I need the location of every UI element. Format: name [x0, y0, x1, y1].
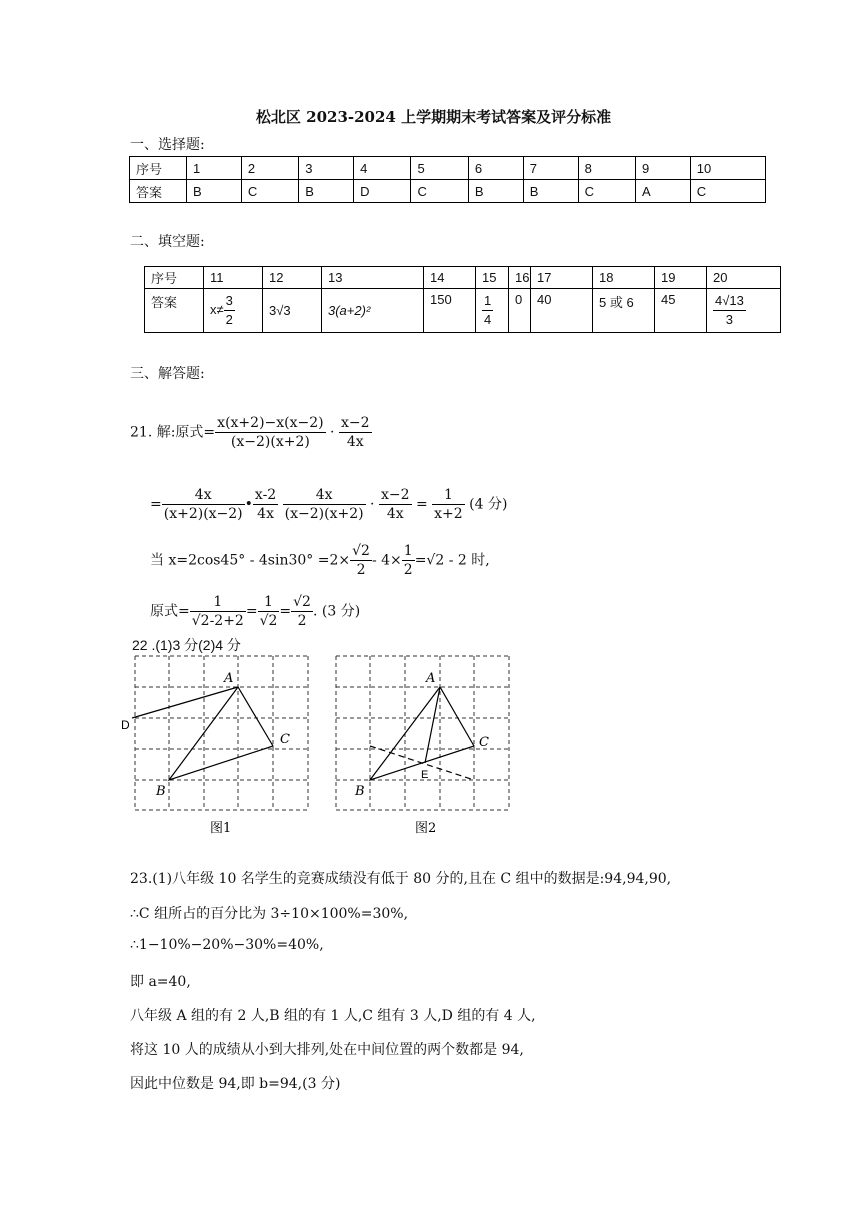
table-cell: 5 — [411, 157, 468, 180]
fraction-numerator: x−2 — [380, 487, 410, 503]
figure-1-caption: 图1 — [210, 821, 232, 836]
q21-label: 21. 解:原式= — [130, 424, 216, 441]
point-b-label: B — [355, 784, 365, 799]
fraction-numerator: 1 — [258, 593, 280, 612]
table-cell: B — [523, 180, 578, 203]
q21-line-2: = $\frac{4x}{(x+2)(x-2)}$ • $\frac{x-2}{4x}$ $\frac{4x}{(x-2)(x+2)}$ · $\frac{x-2}{4x}$ = $\frac{1}{x+2}$ (4 分) — [150, 487, 508, 522]
table-cell: 14 — [424, 267, 476, 289]
point-a-label: A — [426, 671, 436, 686]
table-cell: 16 — [509, 267, 531, 289]
fraction-denominator: 2 — [356, 562, 366, 578]
point-c-label: C — [479, 735, 489, 750]
segment-ad — [132, 687, 238, 718]
fraction-numerator: x(x+2)−x(x−2) — [217, 415, 324, 431]
table-cell: C — [690, 180, 765, 203]
table-cell: B — [299, 180, 354, 203]
table-row — [130, 180, 766, 203]
q22-label: 22 .(1)3 分(2)4 分 — [132, 637, 241, 653]
fill-answer-table — [144, 266, 781, 333]
row-label: 答案 — [145, 289, 204, 333]
section-solve: 三、解答题: — [130, 366, 205, 382]
fraction-numerator: 4x — [283, 486, 366, 505]
answer-11-den: 2 — [225, 312, 233, 327]
answer-11-prefix: x≠ — [210, 301, 224, 317]
table-cell: 11 — [204, 267, 263, 289]
table-cell: 0 — [509, 289, 531, 333]
equals-sign: = — [415, 496, 428, 513]
triangle-abc — [370, 687, 474, 780]
fraction-denominator: 4x — [257, 506, 274, 522]
table-row — [145, 289, 781, 333]
answer-15-den: 4 — [484, 312, 492, 327]
answer-15-num: 1 — [482, 292, 493, 311]
result-label: 原式= — [150, 603, 190, 620]
condition-text: 当 x=2cos45° - 4sin30° =2× — [150, 552, 351, 569]
table-cell: B — [187, 180, 242, 203]
equals-sign: = — [150, 496, 162, 513]
fraction-denominator: (x−2)(x+2) — [230, 434, 310, 450]
table-cell: 3 — [299, 157, 354, 180]
point-c-label: C — [280, 732, 290, 747]
table-cell: 9 — [635, 157, 690, 180]
q23-line-4: 即 a=40, — [130, 974, 191, 990]
table-cell: 6 — [468, 157, 523, 180]
table-cell: 1 — [187, 157, 242, 180]
table-cell: 15 — [476, 267, 509, 289]
fraction-numerator: 1 — [403, 543, 413, 559]
table-cell: 10 — [690, 157, 765, 180]
section-fill: 二、填空题: — [130, 234, 205, 250]
table-cell — [204, 289, 263, 333]
fraction-denominator: √2-2+2 — [191, 613, 244, 629]
table-cell: 17 — [531, 267, 593, 289]
table-cell: 45 — [655, 289, 707, 333]
table-cell: C — [241, 180, 298, 203]
table-cell: 40 — [531, 289, 593, 333]
table-cell: B — [468, 180, 523, 203]
q21-line-3 — [150, 542, 490, 579]
fraction-denominator: √2 — [259, 613, 278, 629]
fraction-numerator: 1 — [432, 486, 465, 505]
answer-20-den: 3 — [725, 312, 734, 327]
triangle-abc — [169, 687, 273, 780]
q21-line-1: 21. 解:原式= $\frac{x(x+2)-x(x-2)}{(x-2)(x+2)}$ · $\frac{x-2}{4x}$ — [130, 415, 370, 450]
equals-sign: = — [279, 603, 292, 620]
fraction-numerator: x-2 — [254, 487, 277, 503]
table-cell: 150 — [424, 289, 476, 333]
table-cell: 5 或 6 — [593, 289, 655, 333]
table-cell — [707, 289, 781, 333]
q23-line-1: 23.(1)八年级 10 名学生的竞赛成绩没有低于 80 分的,且在 C 组中的数据是:94,94,90, — [130, 871, 672, 887]
condition-text: - 4× — [371, 552, 402, 569]
row-label: 序号 — [145, 267, 204, 289]
q23-line-3: ∴1−10%−20%−30%=40%, — [130, 937, 324, 953]
table-cell: 19 — [655, 267, 707, 289]
table-row — [145, 267, 781, 289]
figure-2-caption: 图2 — [415, 821, 437, 836]
choice-answer-table — [129, 156, 766, 203]
fraction-numerator: x−2 — [340, 415, 370, 431]
table-cell: 18 — [593, 267, 655, 289]
answer-20-num: 4√13 — [713, 292, 746, 311]
fraction-denominator: x+2 — [434, 506, 463, 522]
point-b-label: B — [156, 784, 166, 799]
q23-line-7: 因此中位数是 94,即 b=94,(3 分) — [130, 1076, 341, 1092]
row-label: 答案 — [130, 180, 187, 203]
table-cell: 8 — [578, 157, 635, 180]
table-cell: D — [354, 180, 411, 203]
fraction-numerator: √2 — [352, 543, 370, 559]
q23-line-6: 将这 10 人的成绩从小到大排列,处在中间位置的两个数都是 94, — [130, 1042, 524, 1058]
segment-ae — [425, 687, 440, 763]
table-cell — [476, 289, 509, 333]
row-label: 序号 — [130, 157, 187, 180]
table-cell: 3√3 — [263, 289, 322, 333]
score-label: . (3 分) — [312, 603, 361, 620]
table-row — [130, 157, 766, 180]
fraction-denominator: 4x — [386, 506, 404, 522]
page-title: 松北区 2023-2024 上学期期末考试答案及评分标准 — [255, 108, 612, 126]
section-choice: 一、选择题: — [130, 137, 205, 153]
fraction-denominator: 2 — [297, 613, 307, 629]
fraction-denominator: (x−2)(x+2) — [284, 506, 364, 522]
point-e-label: E — [421, 769, 429, 781]
table-cell: 2 — [241, 157, 298, 180]
table-cell: 13 — [322, 267, 424, 289]
score-label: (4 分) — [469, 496, 508, 513]
answer-11-num: 3 — [224, 292, 235, 311]
fraction-denominator: 2 — [403, 562, 413, 578]
point-d-label: D — [121, 718, 130, 732]
point-a-label: A — [224, 671, 234, 686]
fraction-numerator: 4x — [162, 486, 245, 505]
q23-line-2: ∴C 组所占的百分比为 3÷10×100%=30%, — [130, 906, 409, 922]
dot-operator: • — [244, 496, 253, 513]
table-cell: C — [578, 180, 635, 203]
fraction-numerator: √2 — [293, 594, 311, 610]
fraction-numerator: 1 — [190, 593, 246, 612]
table-cell: 20 — [707, 267, 781, 289]
q23-line-5: 八年级 A 组的有 2 人,B 组的有 1 人,C 组有 3 人,D 组的有 4 人, — [130, 1008, 536, 1024]
figure-1 — [118, 650, 318, 840]
table-cell: C — [411, 180, 468, 203]
condition-text: =√2 - 2 时, — [414, 552, 490, 569]
table-cell: 12 — [263, 267, 322, 289]
equals-sign: = — [245, 603, 258, 620]
table-cell: 7 — [523, 157, 578, 180]
fraction-denominator: (x+2)(x−2) — [163, 506, 243, 522]
table-cell: 4 — [354, 157, 411, 180]
table-cell: 3(a+2)² — [322, 289, 424, 333]
fraction-denominator: 4x — [346, 434, 364, 450]
figure-2 — [320, 650, 520, 840]
q21-line-4 — [150, 593, 360, 630]
table-cell: A — [635, 180, 690, 203]
